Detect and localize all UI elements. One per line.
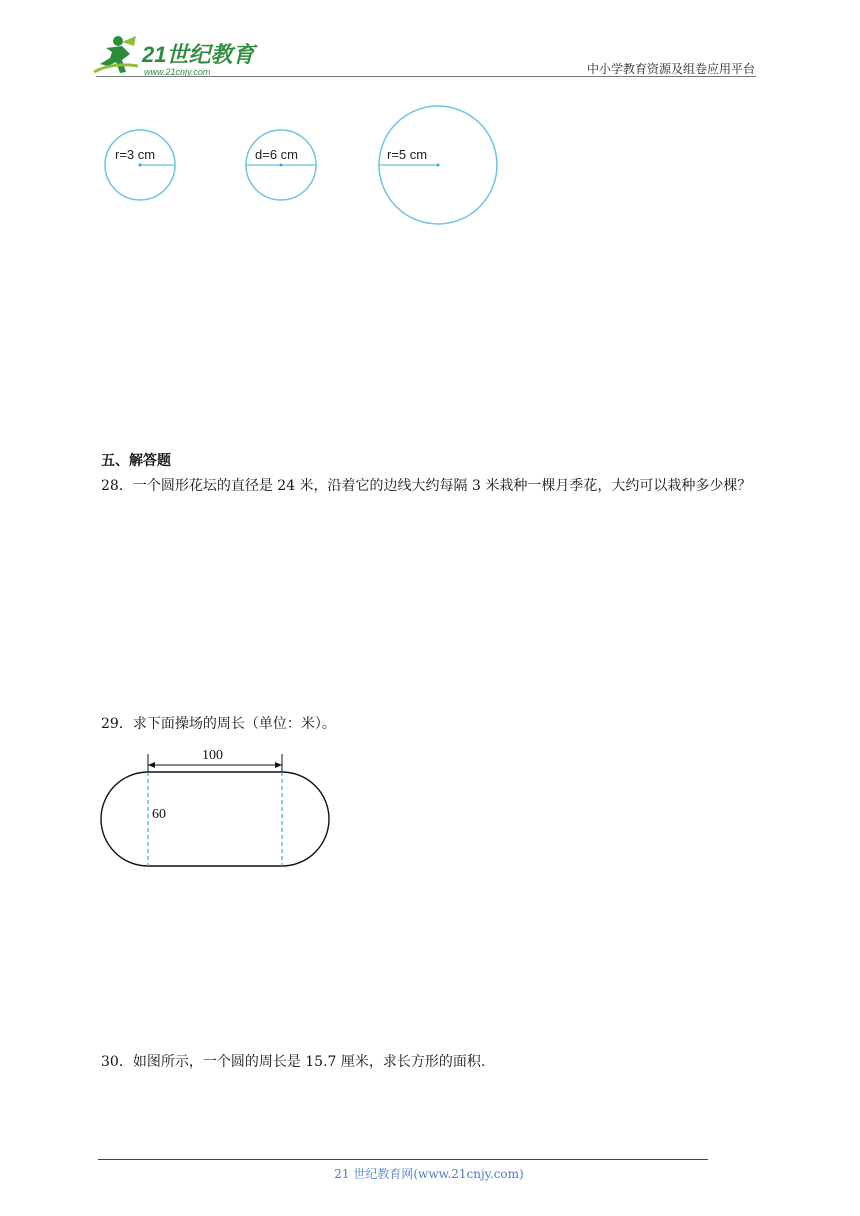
header-divider bbox=[96, 76, 756, 77]
logo-text: 21世纪教育 bbox=[142, 42, 255, 67]
track-outline bbox=[101, 772, 329, 866]
logo-url: www.21cnjy.com bbox=[144, 67, 211, 77]
question-28: 28．一个圆形花坛的直径是 24 米，沿着它的边线大约每隔 3 米栽种一棵月季花，大约可以栽种多少棵？ bbox=[101, 478, 752, 494]
circle-d6-label: d=6 cm bbox=[255, 147, 298, 162]
track-width-label: 60 bbox=[152, 807, 166, 822]
circle-r5-label: r=5 cm bbox=[387, 147, 428, 162]
footer-text: 21 世纪教育网(www.21cnjy.com) bbox=[334, 1167, 524, 1181]
circle-r3 bbox=[105, 130, 175, 200]
question-30: 30．如图所示，一个圆的周长是 15.7 厘米，求长方形的面积. bbox=[101, 1054, 486, 1070]
circle-d6 bbox=[246, 130, 316, 200]
circles-figure bbox=[95, 100, 515, 230]
runner-icon bbox=[94, 36, 138, 73]
logo bbox=[92, 32, 262, 80]
track-length-label: 100 bbox=[202, 748, 223, 763]
circle-r3-label: r=3 cm bbox=[115, 147, 156, 162]
section-title: 五、解答题 bbox=[101, 453, 171, 469]
track-figure bbox=[96, 740, 336, 872]
footer-divider bbox=[98, 1159, 708, 1160]
question-29: 29．求下面操场的周长（单位：米）。 bbox=[101, 716, 336, 732]
circle-r5 bbox=[379, 106, 497, 224]
header-slogan: 中小学教育资源及组卷应用平台 bbox=[586, 62, 755, 76]
